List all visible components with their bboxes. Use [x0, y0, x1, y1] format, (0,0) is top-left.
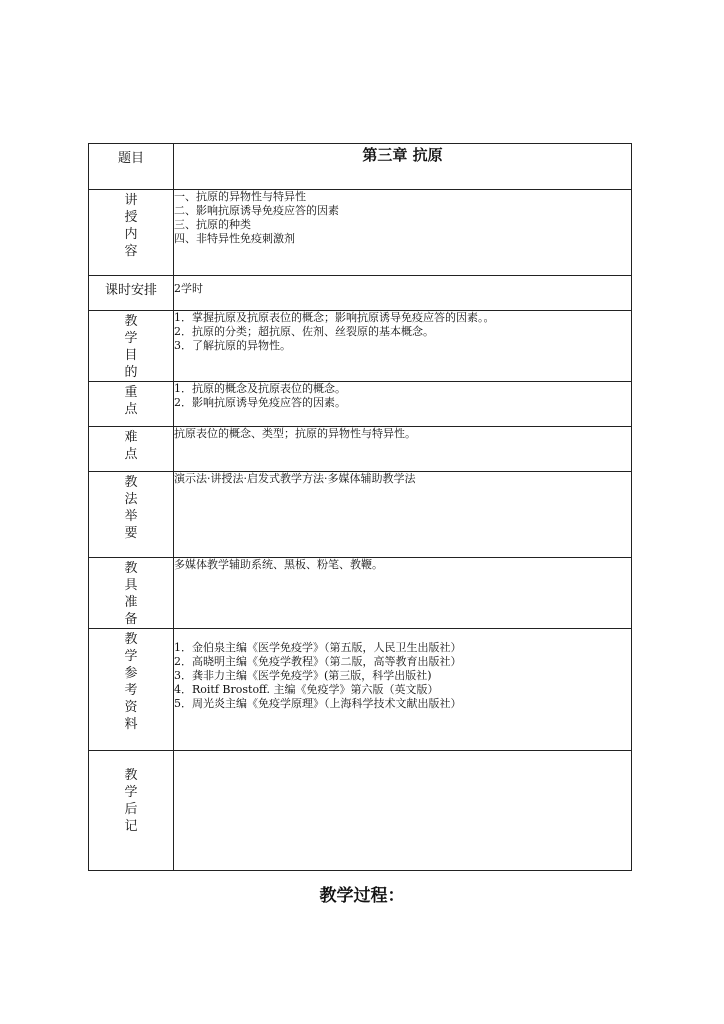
section-heading: 教学过程：	[319, 886, 405, 906]
row-key-points-label-cell	[89, 382, 174, 427]
content-cell	[174, 190, 632, 276]
objectives-label: 教学目的	[124, 314, 138, 380]
hours-cell	[174, 276, 632, 311]
postscript-cell	[174, 751, 632, 871]
row-objectives-label-cell	[89, 311, 174, 382]
difficulties-label: 难点	[124, 430, 138, 462]
row-methods	[89, 472, 632, 558]
hours-label: 课时安排	[104, 283, 157, 298]
difficulties-cell	[174, 427, 632, 472]
row-difficulties-label-cell	[89, 427, 174, 472]
content-label: 讲授内容	[124, 193, 138, 259]
content-line: 3．了解抗原的异物性。	[174, 339, 291, 352]
objectives-cell	[174, 311, 632, 382]
row-key-points	[89, 382, 632, 427]
lesson-plan-table	[88, 143, 632, 871]
content-line: 四、非特异性免疫刺激剂	[174, 232, 295, 245]
content-line: 2．高晓明主编《免疫学教程》（第二版，高等教育出版社）	[174, 655, 462, 668]
content-line: 1．抗原的概念及抗原表位的概念。	[174, 382, 346, 395]
content-line: 三、抗原的种类	[174, 218, 251, 231]
content-line: 1．金伯泉主编《医学免疫学》（第五版，人民卫生出版社）	[174, 641, 462, 654]
postscript-label: 教学后记	[124, 768, 138, 834]
tools-cell	[174, 558, 632, 629]
content-line: 5．周光炎主编《免疫学原理》（上海科学技术文献出版社）	[174, 697, 462, 710]
row-hours-label-cell	[89, 276, 174, 311]
row-title	[89, 144, 632, 190]
row-content	[89, 190, 632, 276]
content-line: 一、抗原的异物性与特异性	[174, 190, 306, 203]
content-line: 1．掌握抗原及抗原表位的概念；影响抗原诱导免疫应答的因素。。	[174, 311, 495, 324]
content-line: 多媒体教学辅助系统、黑板、粉笔、教鞭。	[174, 558, 383, 571]
row-tools	[89, 558, 632, 629]
hours-value: 2学时	[174, 282, 203, 295]
row-objectives	[89, 311, 632, 382]
chapter-title: 第三章 抗原	[174, 144, 632, 190]
title-label: 题目	[117, 151, 144, 166]
content-line: 2．抗原的分类；超抗原、佐剂、丝裂原的基本概念。	[174, 325, 434, 338]
content-line: 2．影响抗原诱导免疫应答的因素。	[174, 396, 346, 409]
row-methods-label-cell	[89, 472, 174, 558]
references-cell	[174, 629, 632, 751]
content-line: 3．龚非力主编《医学免疫学》(第三版，科学出版社)	[174, 669, 432, 682]
content-line: 4．Roitf Brostoff. 主编《免疫学》第六版（英文版）	[174, 683, 439, 696]
row-postscript-label-cell	[89, 751, 174, 871]
row-references-label-cell	[89, 629, 174, 751]
key-points-label: 重点	[124, 385, 138, 417]
row-content-label-cell	[89, 190, 174, 276]
tools-label: 教具准备	[124, 561, 138, 627]
row-difficulties	[89, 427, 632, 472]
row-references	[89, 629, 632, 751]
methods-label: 教法举要	[124, 475, 138, 541]
references-label: 教学参考资料	[124, 632, 138, 732]
row-postscript	[89, 751, 632, 871]
content-line: 演示法·讲授法·启发式教学方法·多媒体辅助教学法	[174, 472, 416, 485]
methods-cell	[174, 472, 632, 558]
content-line: 二、影响抗原诱导免疫应答的因素	[174, 204, 339, 217]
key-points-cell	[174, 382, 632, 427]
content-line: 抗原表位的概念、类型；抗原的异物性与特异性。	[174, 427, 416, 440]
row-hours	[89, 276, 632, 311]
row-tools-label-cell	[89, 558, 174, 629]
row-title-label-cell	[89, 144, 174, 190]
